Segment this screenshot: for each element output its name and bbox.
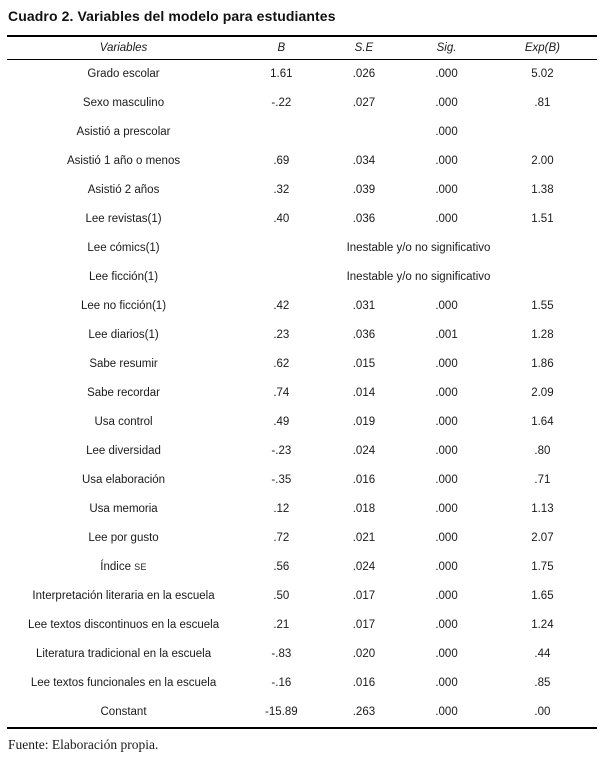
- value-cell: .000: [435, 677, 458, 689]
- value-cell: .81: [534, 97, 551, 109]
- table-row: [7, 234, 597, 263]
- variable-name: Lee no ficción(1): [81, 300, 167, 312]
- variable-name: Lee textos funcionales en la escuela: [30, 677, 217, 689]
- value-cell: .000: [435, 474, 458, 486]
- value-cell: .23: [273, 329, 290, 341]
- table-body: [7, 60, 597, 729]
- value-cell: -.22: [271, 97, 292, 109]
- value-cell: 1.75: [531, 561, 554, 573]
- value-cell: .001: [435, 329, 458, 341]
- model-variables-table: [7, 35, 597, 729]
- value-cell: -.23: [271, 445, 292, 457]
- value-cell: .014: [352, 387, 376, 399]
- table-row: [7, 466, 597, 495]
- value-cell: .018: [352, 503, 376, 515]
- variable-name: Asistió a prescolar: [76, 126, 171, 138]
- table-row: [7, 640, 597, 669]
- table-row: [7, 379, 597, 408]
- table-row: [7, 176, 597, 205]
- value-cell: .024: [352, 445, 376, 457]
- col-header-expb: Exp(B): [488, 36, 597, 60]
- value-cell: .00: [534, 706, 551, 718]
- col-header-b: B: [240, 36, 323, 60]
- variable-name: Asistió 2 años: [87, 184, 160, 196]
- value-cell: 1.55: [531, 300, 554, 312]
- col-header-variables: Variables: [7, 36, 240, 60]
- value-cell: -.35: [271, 474, 292, 486]
- value-cell: .031: [352, 300, 376, 312]
- table-row: [7, 611, 597, 640]
- table-row: [7, 437, 597, 466]
- variable-name: Sabe recordar: [87, 387, 160, 399]
- value-cell: [323, 118, 406, 147]
- col-header-se: S.E: [323, 36, 406, 60]
- value-cell: .12: [273, 503, 290, 515]
- table-row: [7, 89, 597, 118]
- value-cell: .015: [352, 358, 376, 370]
- value-cell: -.16: [271, 677, 292, 689]
- value-cell: .263: [352, 706, 376, 718]
- value-cell: .000: [435, 416, 458, 428]
- value-cell: .016: [352, 474, 376, 486]
- value-cell: .000: [435, 184, 458, 196]
- value-cell: .50: [273, 590, 290, 602]
- value-cell: .016: [352, 677, 376, 689]
- value-cell: -15.89: [265, 706, 298, 718]
- value-cell: .000: [435, 213, 458, 225]
- variable-name: Lee diversidad: [86, 445, 161, 457]
- value-cell: 1.64: [531, 416, 554, 428]
- value-cell: .039: [352, 184, 376, 196]
- value-cell: .000: [435, 648, 458, 660]
- table-row: [7, 321, 597, 350]
- table-row: [7, 524, 597, 553]
- variable-name: Lee diarios(1): [88, 329, 159, 341]
- value-cell: .000: [435, 706, 458, 718]
- value-cell: .71: [534, 474, 551, 486]
- variable-name: Constant: [100, 706, 147, 718]
- value-cell: .74: [273, 387, 290, 399]
- table-row: [7, 147, 597, 176]
- value-cell: .44: [534, 648, 551, 660]
- value-cell: .017: [352, 619, 376, 631]
- source-note: Fuente: Elaboración propia.: [8, 737, 159, 752]
- variable-name: Sabe resumir: [89, 358, 158, 370]
- variable-name: Lee por gusto: [88, 532, 159, 544]
- value-cell: .000: [435, 387, 458, 399]
- unstable-note: Inestable y/o no significativo: [346, 242, 491, 254]
- value-cell: .69: [273, 155, 290, 167]
- value-cell: .32: [273, 184, 290, 196]
- value-cell: .000: [435, 619, 458, 631]
- table-row: [7, 350, 597, 379]
- value-cell: [488, 118, 597, 147]
- smallcaps-suffix: SE: [134, 562, 147, 572]
- value-cell: .027: [352, 97, 376, 109]
- value-cell: .026: [352, 68, 376, 80]
- value-cell: .000: [435, 68, 458, 80]
- unstable-note: Inestable y/o no significativo: [346, 271, 491, 283]
- value-cell: .000: [435, 503, 458, 515]
- table-row: [7, 408, 597, 437]
- value-cell: 5.02: [531, 68, 554, 80]
- table-header: [7, 36, 597, 60]
- value-cell: 1.61: [270, 68, 293, 80]
- value-cell: -.83: [271, 648, 292, 660]
- value-cell: .000: [435, 126, 458, 138]
- col-header-sig: Sig.: [405, 36, 488, 60]
- value-cell: 1.65: [531, 590, 554, 602]
- value-cell: .49: [273, 416, 290, 428]
- value-cell: [240, 118, 323, 147]
- value-cell: .000: [435, 358, 458, 370]
- table-row: [7, 553, 597, 582]
- value-cell: .024: [352, 561, 376, 573]
- value-cell: .72: [273, 532, 290, 544]
- value-cell: .85: [534, 677, 551, 689]
- variable-name: Grado escolar: [87, 68, 160, 80]
- value-cell: .020: [352, 648, 376, 660]
- value-cell: .034: [352, 155, 376, 167]
- table-row: [7, 698, 597, 728]
- value-cell: .017: [352, 590, 376, 602]
- table-title: Cuadro 2. Variables del modelo para estudiantes: [8, 8, 336, 24]
- table-row: [7, 118, 597, 147]
- value-cell: .000: [435, 590, 458, 602]
- value-cell: .000: [435, 300, 458, 312]
- variable-name: Usa memoria: [89, 503, 158, 515]
- value-cell: 2.00: [531, 155, 554, 167]
- value-cell: .021: [352, 532, 376, 544]
- value-cell: .62: [273, 358, 290, 370]
- value-cell: 1.13: [531, 503, 554, 515]
- value-cell: .80: [534, 445, 551, 457]
- table-row: [7, 60, 597, 90]
- table-row: [7, 495, 597, 524]
- value-cell: 2.09: [531, 387, 554, 399]
- variable-name: Lee ficción(1): [89, 271, 159, 283]
- variable-name: Interpretación literaria en la escuela: [32, 590, 215, 602]
- variable-name: Literatura tradicional en la escuela: [35, 648, 212, 660]
- header-row: [7, 36, 597, 60]
- value-cell: 1.28: [531, 329, 554, 341]
- value-cell: .036: [352, 329, 376, 341]
- variable-name: Lee revistas(1): [85, 213, 162, 225]
- value-cell: 1.51: [531, 213, 554, 225]
- variable-name: Asistió 1 año o menos: [66, 155, 181, 167]
- value-cell: .000: [435, 97, 458, 109]
- value-cell: .000: [435, 532, 458, 544]
- value-cell: 1.24: [531, 619, 554, 631]
- value-cell: .000: [435, 445, 458, 457]
- value-cell: 2.07: [531, 532, 554, 544]
- value-cell: 1.38: [531, 184, 554, 196]
- variable-name: Usa elaboración: [81, 474, 166, 486]
- table-row: [7, 669, 597, 698]
- variable-name: Lee textos discontinuos en la escuela: [27, 619, 220, 631]
- value-cell: .036: [352, 213, 376, 225]
- value-cell: .21: [273, 619, 290, 631]
- value-cell: .000: [435, 155, 458, 167]
- variable-name: Índice SE: [100, 561, 147, 573]
- value-cell: .40: [273, 213, 290, 225]
- table-row: [7, 292, 597, 321]
- value-cell: .56: [273, 561, 290, 573]
- value-cell: 1.86: [531, 358, 554, 370]
- variable-name: Sexo masculino: [82, 97, 165, 109]
- variable-name: Lee cómics(1): [87, 242, 160, 254]
- variable-name: Usa control: [94, 416, 153, 428]
- table-row: [7, 263, 597, 292]
- table-row: [7, 582, 597, 611]
- value-cell: .42: [273, 300, 290, 312]
- value-cell: .019: [352, 416, 376, 428]
- value-cell: .000: [435, 561, 458, 573]
- table-row: [7, 205, 597, 234]
